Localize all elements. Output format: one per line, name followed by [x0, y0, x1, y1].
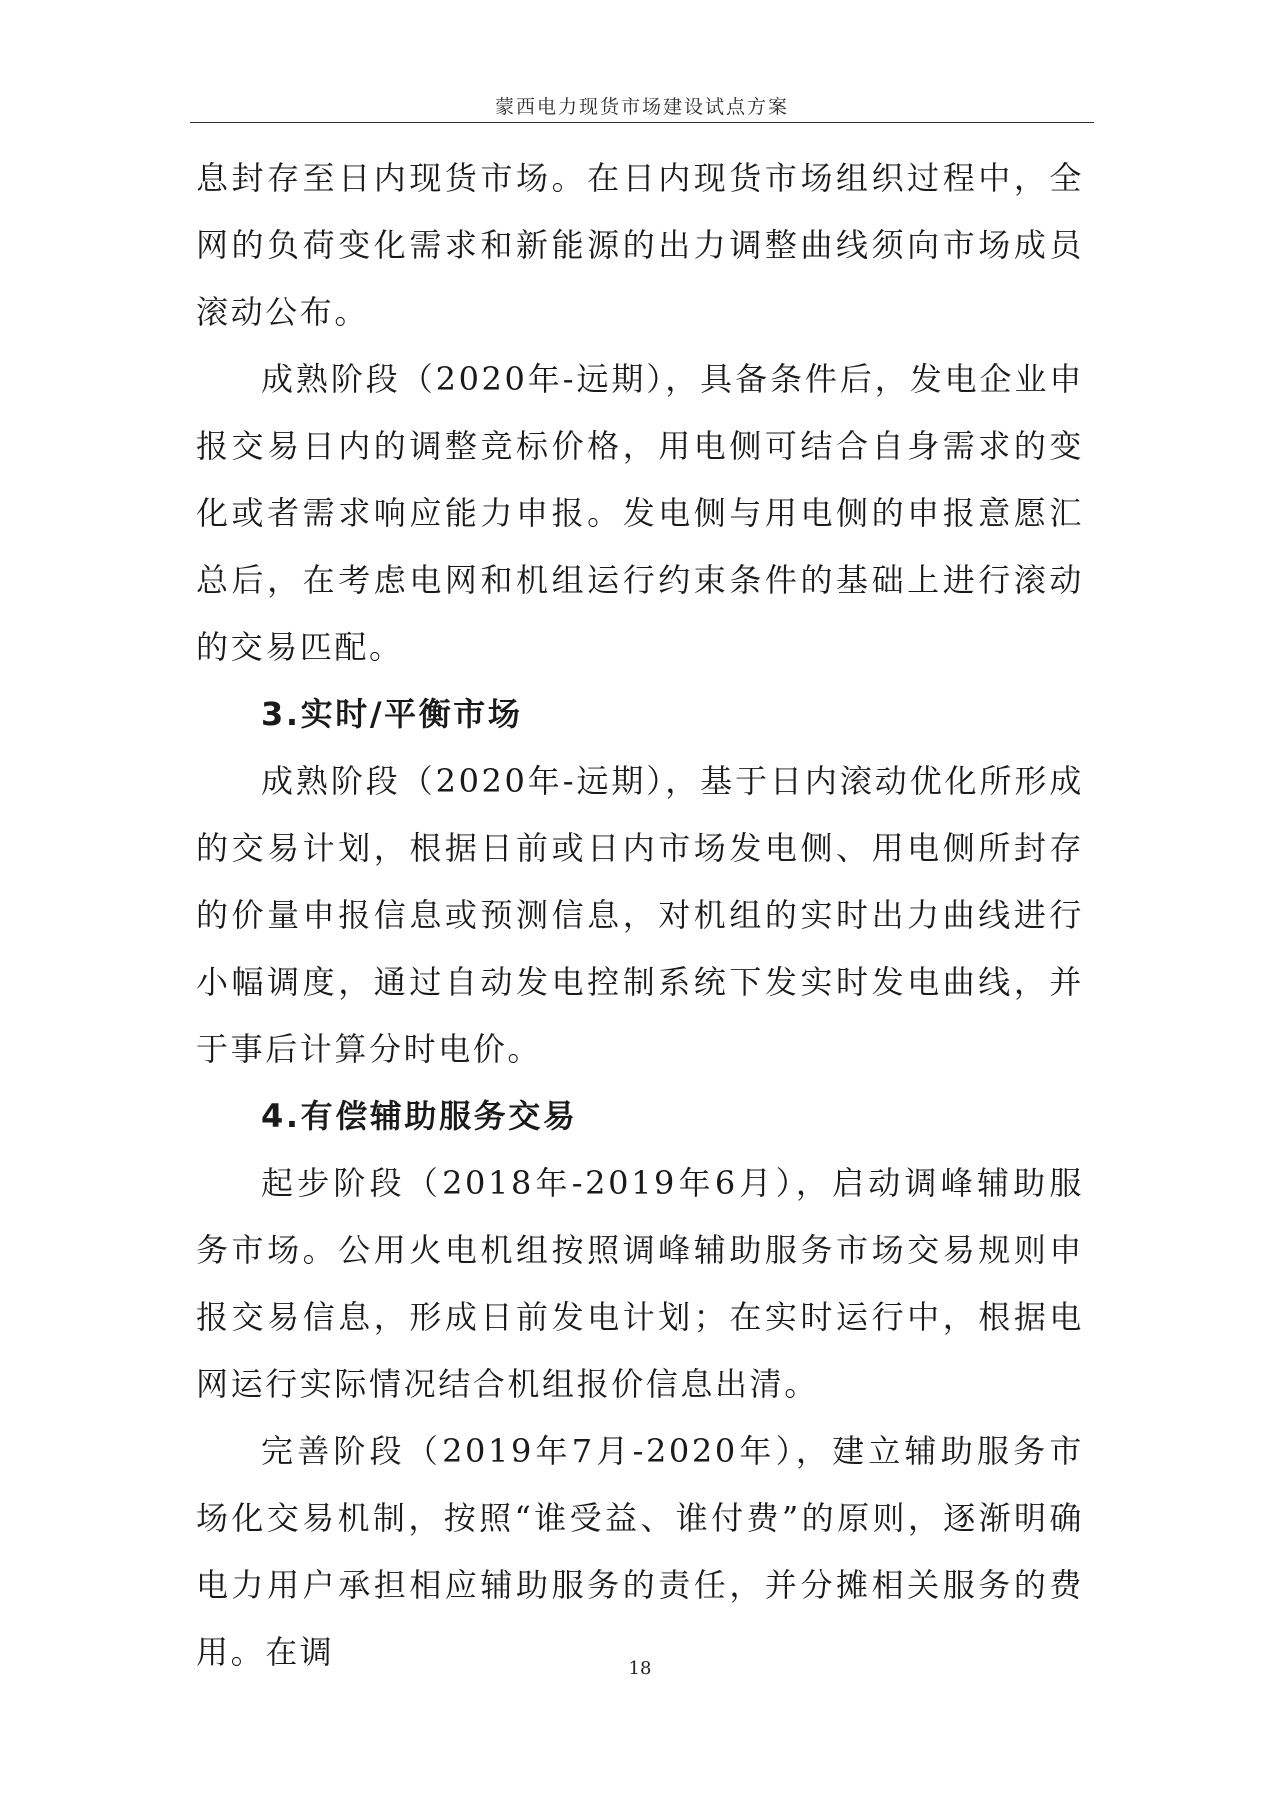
paragraph-mature-stage-realtime: 成熟阶段（2020年-远期），基于日内滚动优化所形成的交易计划，根据日前或日内市场发电侧、用电侧所封存的价量申报信息或预测信息，对机组的实时出力曲线进行小幅调度，通过自动发电控制系统下发实时发电曲线，并于事后计算分时电价。 — [196, 762, 1084, 1068]
paragraph-initial-stage: 起步阶段（2018年-2019年6月），启动调峰辅助服务市场。公用火电机组按照调峰辅助服务市场交易规则申报交易信息，形成日前发电计划；在实时运行中，根据电网运行实际情况结合机组报价信息出清。 — [196, 1164, 1084, 1403]
paragraph-continued: 息封存至日内现货市场。在日内现货市场组织过程中，全网的负荷变化需求和新能源的出力调整曲线须向市场成员滚动公布。 — [196, 159, 1084, 331]
header-divider — [190, 122, 1094, 123]
running-header: 蒙西电力现货市场建设试点方案 — [494, 96, 789, 118]
section-heading-ancillary-services: 4.有偿辅助服务交易 — [261, 1097, 578, 1135]
document-body — [196, 145, 1084, 1686]
paragraph-improvement-stage: 完善阶段（2019年7月-2020年），建立辅助服务市场化交易机制，按照“谁受益、谁付费”的原则，逐渐明确电力用户承担相应辅助服务的责任，并分摊相关服务的费用。在调 — [196, 1432, 1084, 1671]
page-number: 18 — [628, 1658, 652, 1679]
section-heading-realtime-market: 3.实时/平衡市场 — [261, 695, 523, 733]
paragraph-mature-stage-intraday: 成熟阶段（2020年-远期），具备条件后，发电企业申报交易日内的调整竞标价格，用电侧可结合自身需求的变化或者需求响应能力申报。发电侧与用电侧的申报意愿汇总后，在考虑电网和机组运行约束条件的基础上进行滚动的交易匹配。 — [196, 360, 1084, 666]
